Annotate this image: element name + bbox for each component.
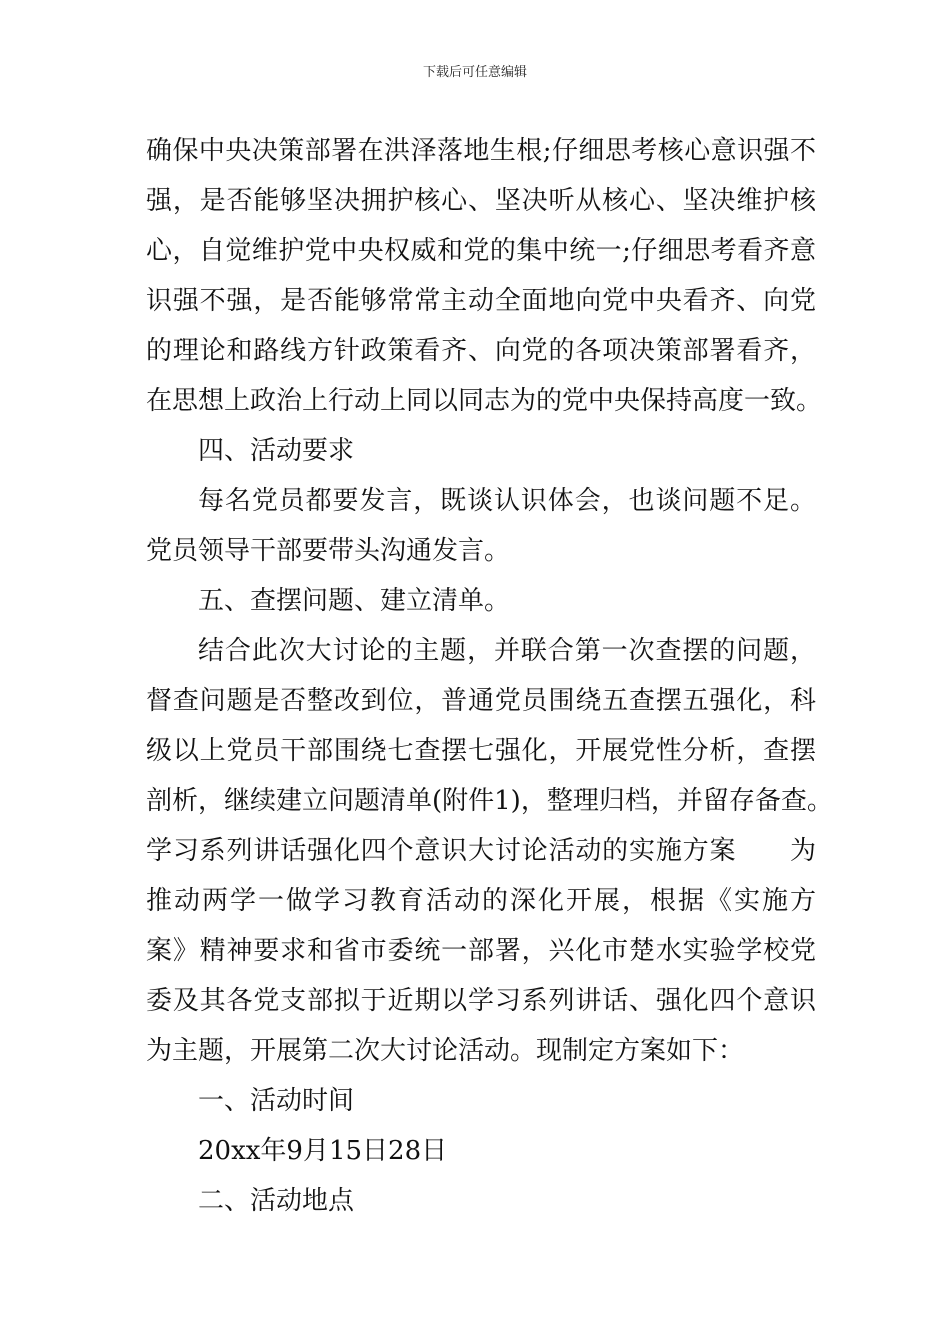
text-line: 案》精神要求和省市委统一部署，兴化市楚水实验学校党 (146, 936, 816, 966)
text-line: 的理论和路线方针政策看齐、向党的各项决策部署看齐， (146, 336, 816, 366)
text-line: 委及其各党支部拟于近期以学习系列讲话、强化四个意识 (146, 986, 816, 1016)
text-line: 强，是否能够坚决拥护核心、坚决听从核心、坚决维护核 (146, 186, 816, 216)
text-line: 学习系列讲话强化四个意识大讨论活动的实施方案 为 (146, 836, 816, 866)
text-line: 剖析，继续建立问题清单(附件1)，整理归档，并留存备查。 (146, 786, 833, 816)
activity-date: 20xx年9月15日28日 (198, 1136, 448, 1166)
paragraph-first-line: 结合此次大讨论的主题，并联合第一次查摆的问题， (198, 636, 816, 666)
page-header: 下载后可任意编辑 (422, 65, 527, 80)
text-line: 确保中央决策部署在洪泽落地生根;仔细思考核心意识强不 (146, 136, 816, 166)
document-body (146, 126, 833, 1226)
text-line: 为主题，开展第二次大讨论活动。现制定方案如下： (146, 1036, 745, 1066)
text-line: 推动两学一做学习教育活动的深化开展，根据《实施方 (146, 886, 816, 916)
section-heading: 四、活动要求 (198, 436, 355, 466)
section-heading: 二、活动地点 (198, 1186, 355, 1216)
text-line: 级以上党员干部围绕七查摆七强化，开展党性分析，查摆 (146, 736, 816, 766)
section-heading: 五、查摆问题、建立清单。 (198, 586, 511, 616)
text-line: 在思想上政治上行动上同以同志为的党中央保持高度一致。 (146, 386, 823, 416)
text-line: 督查问题是否整改到位，普通党员围绕五查摆五强化，科 (146, 686, 816, 716)
text-line: 心，自觉维护党中央权威和党的集中统一;仔细思考看齐意 (146, 236, 816, 266)
text-line: 识强不强，是否能够常常主动全面地向党中央看齐、向党 (146, 286, 816, 316)
paragraph-first-line: 每名党员都要发言，既谈认识体会，也谈问题不足。 (198, 486, 816, 516)
text-line: 党员领导干部要带头沟通发言。 (146, 536, 511, 566)
section-heading: 一、活动时间 (198, 1086, 355, 1116)
